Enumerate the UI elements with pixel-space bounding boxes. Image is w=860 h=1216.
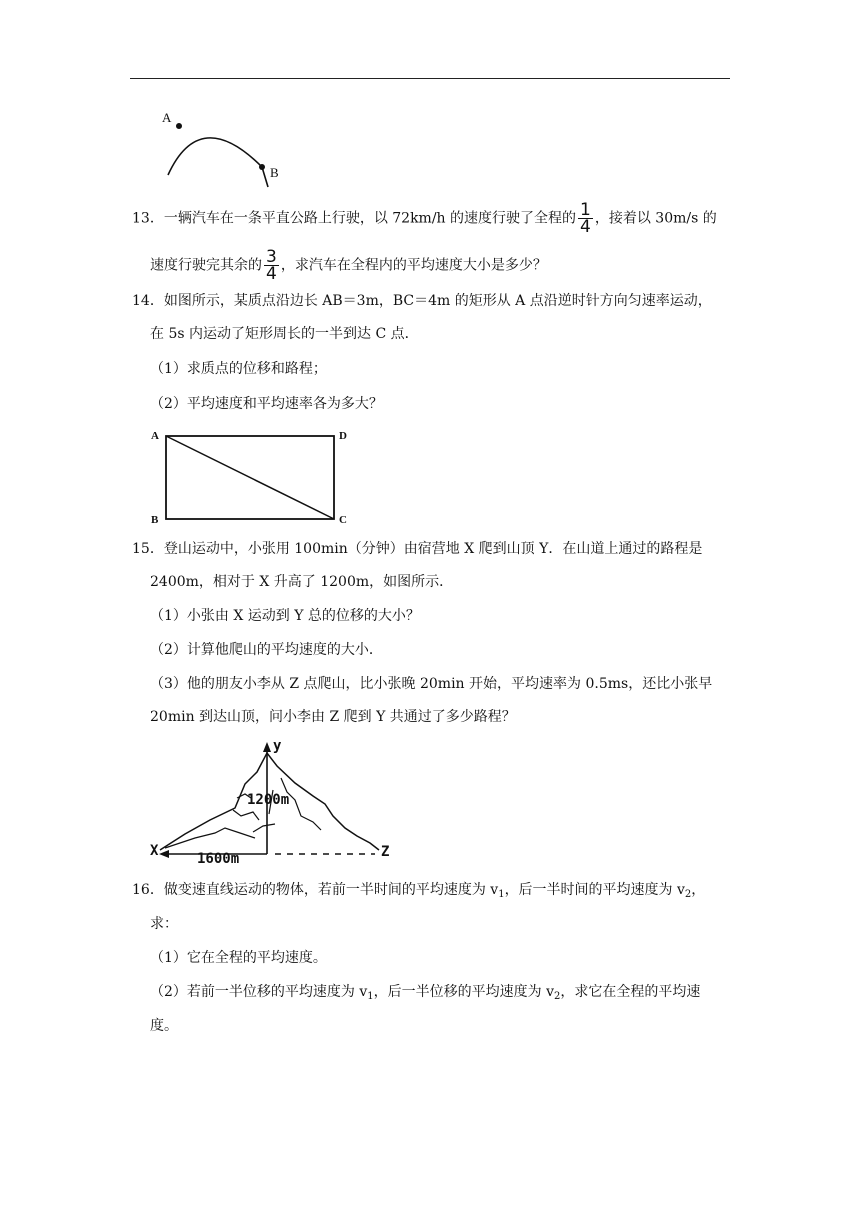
q16-sub-v2: 2 — [684, 889, 692, 900]
q16-sub2-text-b: ，后一半位移的平均速度为 v — [373, 984, 555, 1000]
q15-sub3: （3）他的朋友小李从 Z 点爬山，比小张晚 20min 开始，平均速率为 0.5ms，还比小张早 — [150, 676, 713, 692]
arc-label-a: A — [162, 110, 172, 125]
q13-text-a: 13．一辆汽车在一条平直公路上行驶，以 72km/h 的速度行驶了全程的 — [132, 210, 577, 227]
mountain-label-z: Z — [381, 844, 390, 860]
q16-sub1: （1）它在全程的平均速度。 — [150, 950, 327, 966]
rect-label-c: C — [339, 514, 347, 526]
q16-sub2 — [150, 982, 700, 1002]
q16-sub-v1: 1 — [498, 889, 505, 900]
q15-sub2: （2）计算他爬山的平均速度的大小． — [150, 642, 383, 658]
rect-label-a: A — [151, 430, 159, 442]
q13-text-b: ，接着以 30m/s 的 — [594, 210, 717, 227]
q13-frac2-den: 4 — [266, 264, 277, 284]
q16-text-c: ， — [691, 882, 706, 898]
arc-figure — [150, 105, 290, 190]
mountain-width-label: 1600m — [197, 851, 240, 867]
q14-sub1: （1）求质点的位移和路程； — [150, 361, 327, 377]
mountain-label-y: y — [273, 738, 282, 754]
q13-frac1-den: 4 — [580, 217, 591, 237]
q16-sub2-v2: 2 — [554, 991, 561, 1002]
q16-text-a: 16．做变速直线运动的物体，若前一半时间的平均速度为 v — [132, 882, 499, 898]
q13-text-c: 速度行驶完其余的 — [150, 257, 262, 274]
q16-sub2-cont: 度。 — [150, 1018, 178, 1034]
q13-frac1-num: 1 — [580, 200, 591, 220]
mountain-label-x: X — [150, 843, 159, 859]
q14-sub2: （2）平均速度和平均速率各为多大？ — [150, 396, 383, 412]
q14-line1: 14．如图所示，某质点沿边长 AB＝3m，BC＝4m 的矩形从 A 点沿逆时针方向匀速率运动， — [132, 293, 712, 309]
q13-fraction-1 — [578, 202, 593, 235]
q13-line1 — [132, 202, 717, 235]
q16-sub2-text-c: ，求它在全程的平均速 — [560, 984, 701, 1000]
q15-sub3-cont: 20min 到达山顶，问小李由 Z 爬到 Y 共通过了多少路程？ — [150, 709, 516, 725]
point-b — [259, 164, 265, 170]
q13-fraction-2 — [264, 249, 279, 282]
arc-label-b: B — [270, 165, 279, 180]
mountain-figure — [145, 738, 405, 870]
header-rule — [130, 78, 730, 79]
mountain-height-label: 1200m — [247, 792, 290, 808]
q15-sub1: （1）小张由 X 运动到 Y 总的位移的大小？ — [150, 608, 420, 624]
q15-line2: 2400m，相对于 X 升高了 1200m，如图所示． — [150, 574, 454, 590]
rectangle-figure — [145, 425, 365, 530]
q14-line2: 在 5s 内运动了矩形周长的一半到达 C 点． — [150, 326, 419, 342]
q13-line2 — [150, 249, 547, 282]
q16-line1 — [132, 880, 705, 900]
q16-line2: 求： — [150, 916, 178, 932]
q16-sub2-v1: 1 — [367, 991, 374, 1002]
point-a — [176, 123, 182, 129]
rect-label-d: D — [339, 430, 347, 442]
q15-line1: 15．登山运动中，小张用 100min（分钟）由宿营地 X 爬到山顶 Y．在山道上通过的路程是 — [132, 541, 703, 557]
rect-label-b: B — [151, 514, 159, 526]
q13-text-d: ，求汽车在全程内的平均速度大小是多少？ — [280, 257, 547, 274]
q16-sub2-text-a: （2）若前一半位移的平均速度为 v — [150, 984, 368, 1000]
q13-frac2-num: 3 — [266, 247, 277, 267]
q16-text-b: ，后一半时间的平均速度为 v — [504, 882, 685, 898]
